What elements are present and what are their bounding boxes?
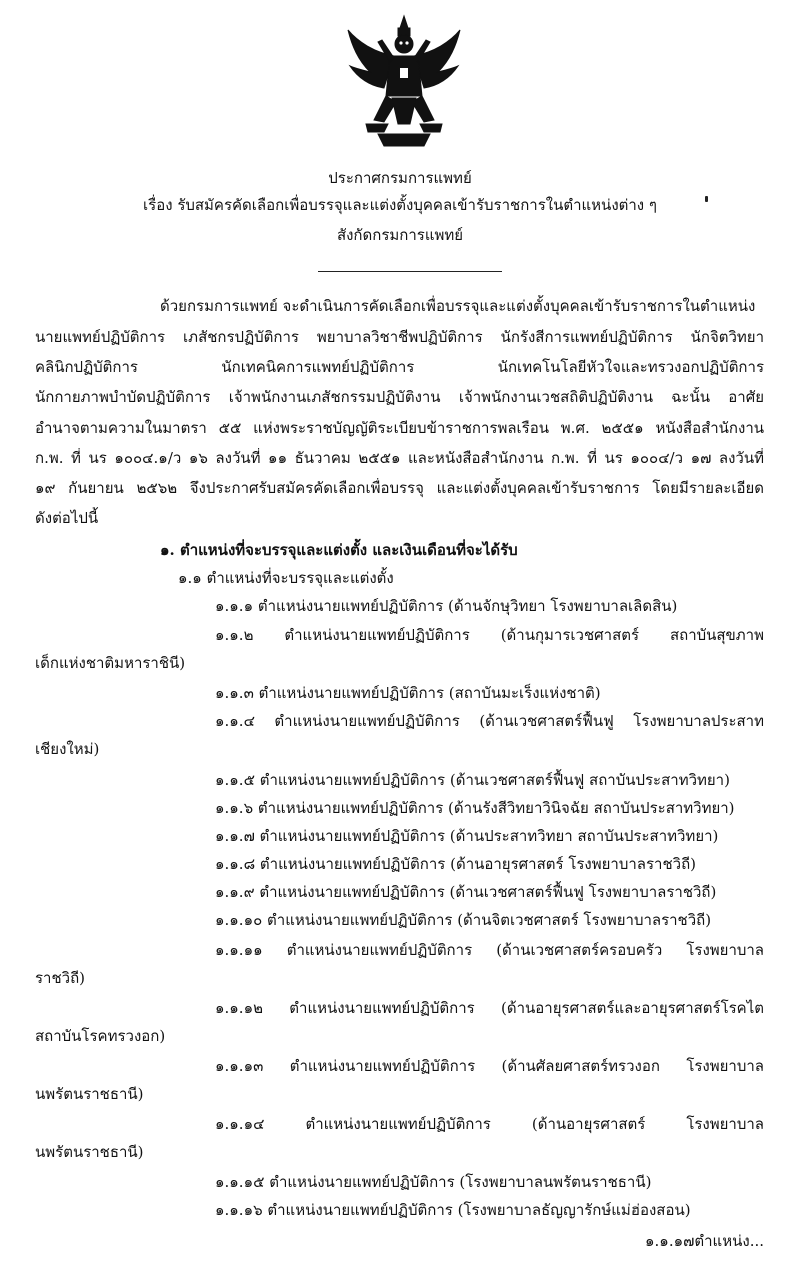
list-item: ๑.๑.๗ ตำแหน่งนายแพทย์ปฏิบัติการ (ด้านประสาทวิทยา สถาบันประสาทวิทยา) [215,827,719,845]
paragraph-line: ๑๙ กันยายน ๒๕๖๒ จึงประกาศรับสมัครคัดเลือกเพื่อบรรจุ และแต่งตั้งบุคคลเข้ารับราชการ โดยมีรายละเอียด [35,479,764,497]
list-item-continued: นพรัตนราชธานี) [35,1085,144,1103]
list-item: ๑.๑.๙ ตำแหน่งนายแพทย์ปฏิบัติการ (ด้านเวชศาสตร์ฟื้นฟู โรงพยาบาลราชวิถี) [215,883,717,901]
list-item: ๑.๑.๕ ตำแหน่งนายแพทย์ปฏิบัติการ (ด้านเวชศาสตร์ฟื้นฟู สถาบันประสาทวิทยา) [215,771,730,789]
list-item: ๑.๑.๑ ตำแหน่งนายแพทย์ปฏิบัติการ (ด้านจักษุวิทยา โรงพยาบาลเลิดสิน) [215,597,678,615]
list-item: ๑.๑.๑๕ ตำแหน่งนายแพทย์ปฏิบัติการ (โรงพยาบาลนพรัตนราชธานี) [215,1173,652,1191]
announcement-department: สังกัดกรมการแพทย์ [336,226,464,244]
list-item-continued: เด็กแห่งชาติมหาราชินี) [35,654,186,672]
paragraph-line: อำนาจตามความในมาตรา ๕๕ แห่งพระราชบัญญัติระเบียบข้าราชการพลเรือน พ.ศ. ๒๕๕๑ หนังสือสำนักงาน [35,419,764,437]
list-item: ๑.๑.๔ ตำแหน่งนายแพทย์ปฏิบัติการ (ด้านเวชศาสตร์ฟื้นฟู โรงพยาบาลประสาท [215,712,764,730]
paragraph-line: คลินิกปฏิบัติการ นักเทคนิคการแพทย์ปฏิบัติการ นักเทคโนโลยีหัวใจและทรวงอกปฏิบัติการ [35,358,764,376]
announcement-title: ประกาศกรมการแพทย์ [328,169,472,187]
list-item: ๑.๑.๑๒ ตำแหน่งนายแพทย์ปฏิบัติการ (ด้านอายุรศาสตร์และอายุรศาสตร์โรคไต [215,999,764,1017]
list-item: ๑.๑.๑๐ ตำแหน่งนายแพทย์ปฏิบัติการ (ด้านจิตเวชศาสตร์ โรงพยาบาลราชวิถี) [215,911,712,929]
title-divider [318,271,502,272]
list-item-continued: สถาบันโรคทรวงอก) [35,1027,166,1045]
list-item-continued: นพรัตนราชธานี) [35,1143,144,1161]
page-continuation: ๑.๑.๑๗ตำแหน่ง... [645,1232,764,1250]
list-item-continued: เชียงใหม่) [35,740,100,758]
garuda-emblem-icon [344,12,464,152]
list-item: ๑.๑.๒ ตำแหน่งนายแพทย์ปฏิบัติการ (ด้านกุมารเวชศาสตร์ สถาบันสุขภาพ [215,626,764,644]
list-item: ๑.๑.๓ ตำแหน่งนายแพทย์ปฏิบัติการ (สถาบันมะเร็งแห่งชาติ) [215,684,601,702]
subsection-heading: ๑.๑ ตำแหน่งที่จะบรรจุและแต่งตั้ง [178,569,394,587]
list-item: ๑.๑.๑๓ ตำแหน่งนายแพทย์ปฏิบัติการ (ด้านศัลยศาสตร์ทรวงอก โรงพยาบาล [215,1057,764,1075]
paragraph-line: ก.พ. ที่ นร ๑๐๐๔.๑/ว ๑๖ ลงวันที่ ๑๑ ธันวาคม ๒๕๕๑ และหนังสือสำนักงาน ก.พ. ที่ นร ๑๐๐๔/ว ๑๗ ลงวันที่ [35,449,764,467]
list-item: ๑.๑.๑๔ ตำแหน่งนายแพทย์ปฏิบัติการ (ด้านอายุรศาสตร์ โรงพยาบาล [215,1115,764,1133]
list-item: ๑.๑.๘ ตำแหน่งนายแพทย์ปฏิบัติการ (ด้านอายุรศาสตร์ โรงพยาบาลราชวิถี) [215,855,697,873]
paragraph-line: นายแพทย์ปฏิบัติการ เภสัชกรปฏิบัติการ พยาบาลวิชาชีพปฏิบัติการ นักรังสีการแพทย์ปฏิบัติการ นักจิตวิทยา [35,328,764,346]
section-heading: ๑. ตำแหน่งที่จะบรรจุและแต่งตั้ง และเงินเดือนที่จะได้รับ [160,541,518,559]
paragraph-line: ด้วยกรมการแพทย์ จะดำเนินการคัดเลือกเพื่อบรรจุและแต่งตั้งบุคคลเข้ารับราชการในตำแหน่ง [160,297,756,315]
list-item: ๑.๑.๑๑ ตำแหน่งนายแพทย์ปฏิบัติการ (ด้านเวชศาสตร์ครอบครัว โรงพยาบาล [215,941,764,959]
paragraph-line: นักกายภาพบำบัดปฏิบัติการ เจ้าพนักงานเภสัชกรรมปฏิบัติงาน เจ้าพนักงานเวชสถิติปฏิบัติงาน ฉะนั้น อาศัย [35,388,764,406]
list-item: ๑.๑.๑๖ ตำแหน่งนายแพทย์ปฏิบัติการ (โรงพยาบาลธัญญารักษ์แม่ฮ่องสอน) [215,1201,691,1219]
stray-mark [705,196,708,202]
paragraph-line: ดังต่อไปนี้ [35,509,99,527]
list-item: ๑.๑.๖ ตำแหน่งนายแพทย์ปฏิบัติการ (ด้านรังสีวิทยาวินิจฉัย สถาบันประสาทวิทยา) [215,799,735,817]
list-item-continued: ราชวิถี) [35,969,86,987]
announcement-subject: เรื่อง รับสมัครคัดเลือกเพื่อบรรจุและแต่งตั้งบุคคลเข้ารับราชการในตำแหน่งต่าง ๆ [143,196,657,214]
